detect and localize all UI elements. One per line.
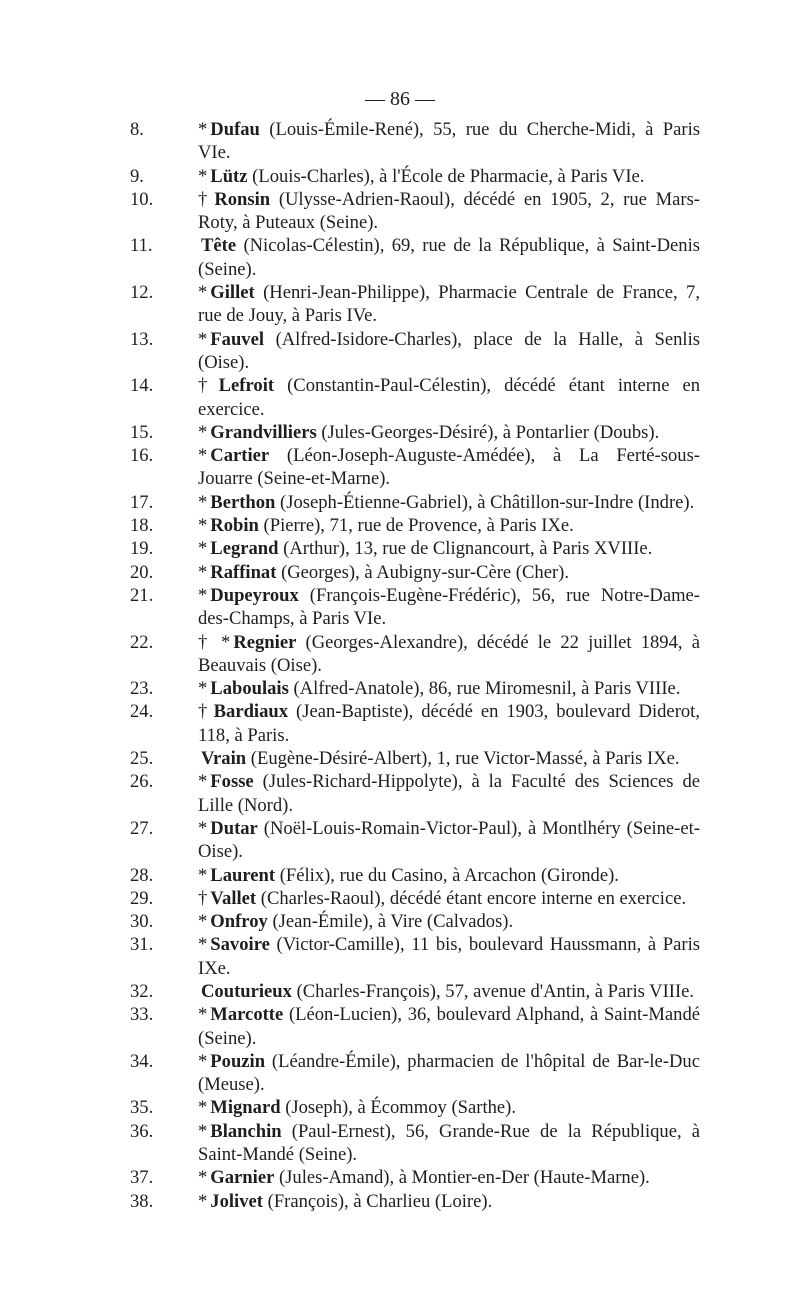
list-item — [130, 933, 700, 980]
entry-mark: * — [198, 165, 208, 187]
entry-number: 25. — [130, 748, 154, 770]
entry-text: (Nicolas-Célestin), 69, rue de la République, à Saint-Denis (Seine). — [198, 235, 700, 280]
entry-mark: * — [198, 421, 208, 443]
entry-name: Legrand — [210, 538, 279, 560]
entry-number: 36. — [130, 1120, 154, 1142]
entry-text: (Charles-François), 57, avenue d'Antin, à Paris VIIIe. — [296, 980, 695, 1002]
entry-number: 37. — [130, 1167, 154, 1189]
entry-mark: * — [198, 1050, 208, 1072]
entry-mark: * — [198, 282, 208, 304]
entry-number: 12. — [130, 282, 154, 304]
entry-text: (Louis-Charles), à l'École de Pharmacie, à Paris VIe. — [252, 165, 645, 187]
entry-number: 14. — [130, 375, 154, 397]
entry-name: Tête — [201, 235, 237, 257]
entry-number: 10. — [130, 188, 154, 210]
entry-name: Savoire — [210, 934, 270, 956]
entry-number: 17. — [130, 491, 154, 513]
entry-number: 19. — [130, 538, 154, 560]
list-item — [130, 631, 700, 678]
entry-text: (François), à Charlieu (Loire). — [267, 1190, 493, 1212]
entry-number: 16. — [130, 445, 154, 467]
entry-number: 8. — [130, 119, 144, 140]
list-item — [130, 165, 700, 188]
entry-mark: * — [198, 328, 208, 350]
entry-number: 35. — [130, 1097, 154, 1119]
list-item — [130, 677, 700, 700]
list-item — [130, 1003, 700, 1050]
list-item — [130, 584, 700, 631]
entry-mark: * — [198, 1097, 208, 1119]
entry-text: (Jules-Amand), à Montier-en-Der (Haute-Marne). — [278, 1167, 650, 1189]
list-item — [130, 817, 700, 864]
entry-number: 13. — [130, 328, 154, 350]
entry-name: Fauvel — [210, 328, 265, 350]
entry-name: Regnier — [233, 631, 297, 653]
entry-text: (Georges-Alexandre), décédé le 22 juillet 1894, à Beauvais (Oise). — [198, 631, 700, 676]
entry-mark: * — [198, 1120, 208, 1142]
entry-mark: * — [198, 1004, 208, 1026]
page-number: — 86 — — [365, 88, 435, 110]
entry-number: 9. — [130, 165, 144, 187]
entry-name: Mignard — [210, 1097, 281, 1119]
entry-mark: * — [198, 445, 208, 467]
entry-mark: † — [198, 188, 212, 210]
entry-text: (Pierre), 71, rue de Provence, à Paris IXe. — [263, 515, 574, 537]
entry-mark: † — [198, 375, 216, 397]
entry-name: Laboulais — [210, 678, 289, 700]
list-item — [130, 887, 700, 910]
entry-text: (Ulysse-Adrien-Raoul), décédé en 1905, 2, rue Mars-Roty, à Puteaux (Seine). — [198, 188, 700, 234]
list-item — [130, 770, 700, 817]
entry-name: Grandvilliers — [210, 421, 317, 443]
entry-text: (Constantin-Paul-Célestin), décédé étant interne en exercice. — [198, 375, 701, 420]
entry-mark: * — [198, 538, 208, 560]
entry-name: Jolivet — [210, 1190, 263, 1212]
entry-mark: * — [198, 911, 208, 933]
entry-name: Marcotte — [210, 1004, 284, 1026]
entry-number: 22. — [130, 631, 154, 653]
entry-number: 23. — [130, 678, 154, 700]
entry-mark: * — [198, 561, 208, 583]
entry-mark: * — [198, 934, 208, 956]
entry-name: Couturieux — [201, 980, 292, 1002]
entry-number: 15. — [130, 421, 154, 443]
entry-text: (Alfred-Isidore-Charles), place de la Halle, à Senlis (Oise). — [198, 328, 700, 373]
entry-mark: * — [198, 1190, 208, 1212]
entry-number: 24. — [130, 701, 154, 723]
entry-text: (Arthur), 13, rue de Clignancourt, à Paris XVIIIe. — [283, 538, 653, 560]
entry-text: (Charles-Raoul), décédé étant encore interne en exercice. — [260, 887, 687, 909]
list-item — [130, 281, 700, 328]
entry-name: Cartier — [210, 445, 270, 467]
entry-text: (Léandre-Émile), pharmacien de l'hôpital de Bar-le-Duc (Meuse). — [198, 1050, 700, 1096]
entry-name: Bardiaux — [213, 701, 289, 723]
entry-name: Robin — [210, 515, 259, 537]
list-item — [130, 1096, 700, 1119]
entry-name: Dufau — [210, 119, 260, 140]
entry-name: Dutar — [210, 817, 258, 839]
entry-mark: † — [198, 887, 208, 909]
entry-mark: * — [198, 491, 208, 513]
entry-text: (Paul-Ernest), 56, Grande-Rue de la République, à Saint-Mandé (Seine). — [198, 1120, 700, 1166]
entry-mark: † — [198, 701, 211, 723]
entry-name: Dupeyroux — [210, 584, 299, 606]
entry-text: (Joseph), à Écommoy (Sarthe). — [285, 1097, 517, 1119]
entry-name: Fosse — [210, 771, 254, 793]
entry-name: Garnier — [210, 1167, 275, 1189]
list-item — [130, 1050, 700, 1097]
entry-number: 26. — [130, 771, 154, 793]
entry-name: Pouzin — [210, 1050, 266, 1072]
entry-number: 38. — [130, 1190, 154, 1212]
entry-text: (Léon-Lucien), 36, boulevard Alphand, à Saint-Mandé (Seine). — [198, 1004, 701, 1049]
entry-number: 31. — [130, 934, 154, 956]
entry-number: 27. — [130, 817, 154, 839]
list-item — [130, 514, 700, 537]
list-item — [130, 980, 700, 1003]
entry-mark: * — [198, 584, 208, 606]
entry-mark: * — [198, 119, 208, 140]
entry-mark: * — [198, 864, 208, 886]
list-item — [130, 747, 700, 770]
list-item — [130, 864, 700, 887]
entry-name: Vrain — [201, 748, 247, 770]
entry-number: 11. — [130, 235, 153, 257]
list-item — [130, 1190, 700, 1213]
entry-text: (Eugène-Désiré-Albert), 1, rue Victor-Massé, à Paris IXe. — [250, 748, 680, 770]
entry-name: Laurent — [210, 864, 276, 886]
entry-name: Berthon — [210, 491, 276, 513]
entry-number: 33. — [130, 1004, 154, 1026]
entry-mark: * — [198, 515, 208, 537]
entry-text: (Louis-Émile-René), 55, rue du Cherche-Midi, à Paris VIe. — [198, 119, 700, 164]
list-item — [130, 234, 700, 281]
list-item — [130, 328, 700, 375]
entry-number: 29. — [130, 887, 154, 909]
entry-text: (Jean-Émile), à Vire (Calvados). — [272, 911, 514, 933]
entry-mark: * — [198, 817, 208, 839]
list-item — [130, 1166, 700, 1189]
entry-text: (Jules-Georges-Désiré), à Pontarlier (Doubs). — [321, 421, 660, 443]
entry-name: Vallet — [210, 887, 257, 909]
list-item — [130, 561, 700, 584]
entry-number: 32. — [130, 980, 154, 1002]
entry-mark: † * — [198, 631, 231, 653]
entry-text: (Henri-Jean-Philippe), Pharmacie Centrale de France, 7, rue de Jouy, à Paris IVe. — [198, 282, 700, 327]
entry-text: (Alfred-Anatole), 86, rue Miromesnil, à Paris VIIIe. — [293, 678, 681, 700]
entry-name: Gillet — [210, 282, 255, 304]
list-item — [130, 374, 700, 421]
list-item — [130, 444, 700, 491]
entry-text: (Noël-Louis-Romain-Victor-Paul), à Montlhéry (Seine-et-Oise). — [198, 817, 700, 863]
entry-text: (François-Eugène-Frédéric), 56, rue Notre-Dame-des-Champs, à Paris VIe. — [198, 584, 700, 630]
list-item — [130, 188, 700, 235]
entry-text: (Jean-Baptiste), décédé en 1903, boulevard Diderot, 118, à Paris. — [198, 701, 700, 746]
entry-number: 21. — [130, 584, 154, 606]
entry-text: (Jules-Richard-Hippolyte), à la Faculté des Sciences de Lille (Nord). — [198, 771, 700, 816]
entry-number: 20. — [130, 561, 154, 583]
entry-text: (Félix), rue du Casino, à Arcachon (Gironde). — [279, 864, 619, 886]
entry-mark: * — [198, 678, 208, 700]
list-item — [130, 491, 700, 514]
entry-name: Blanchin — [210, 1120, 282, 1142]
entry-name: Onfroy — [210, 911, 268, 933]
entry-number: 28. — [130, 864, 154, 886]
entry-name: Raffinat — [210, 561, 277, 583]
entry-name: Lütz — [210, 165, 248, 187]
entry-number: 30. — [130, 911, 154, 933]
entry-text: (Léon-Joseph-Auguste-Amédée), à La Ferté-sous-Jouarre (Seine-et-Marne). — [198, 445, 700, 490]
entry-text: (Georges), à Aubigny-sur-Cère (Cher). — [281, 561, 569, 583]
entry-mark: * — [198, 771, 208, 793]
list-item — [130, 537, 700, 560]
entry-text: (Victor-Camille), 11 bis, boulevard Haussmann, à Paris IXe. — [198, 934, 700, 979]
entry-text: (Joseph-Étienne-Gabriel), à Châtillon-sur-Indre (Indre). — [280, 491, 695, 513]
list-item — [130, 700, 700, 747]
list-item — [130, 118, 700, 165]
list-item — [130, 1120, 700, 1167]
list-item — [130, 910, 700, 933]
entry-name: Lefroit — [218, 375, 275, 397]
entry-mark: * — [198, 1167, 208, 1189]
entry-number: 34. — [130, 1050, 154, 1072]
entry-number: 18. — [130, 515, 154, 537]
entry-list — [130, 118, 700, 1213]
list-item — [130, 421, 700, 444]
entry-name: Ronsin — [214, 188, 271, 210]
